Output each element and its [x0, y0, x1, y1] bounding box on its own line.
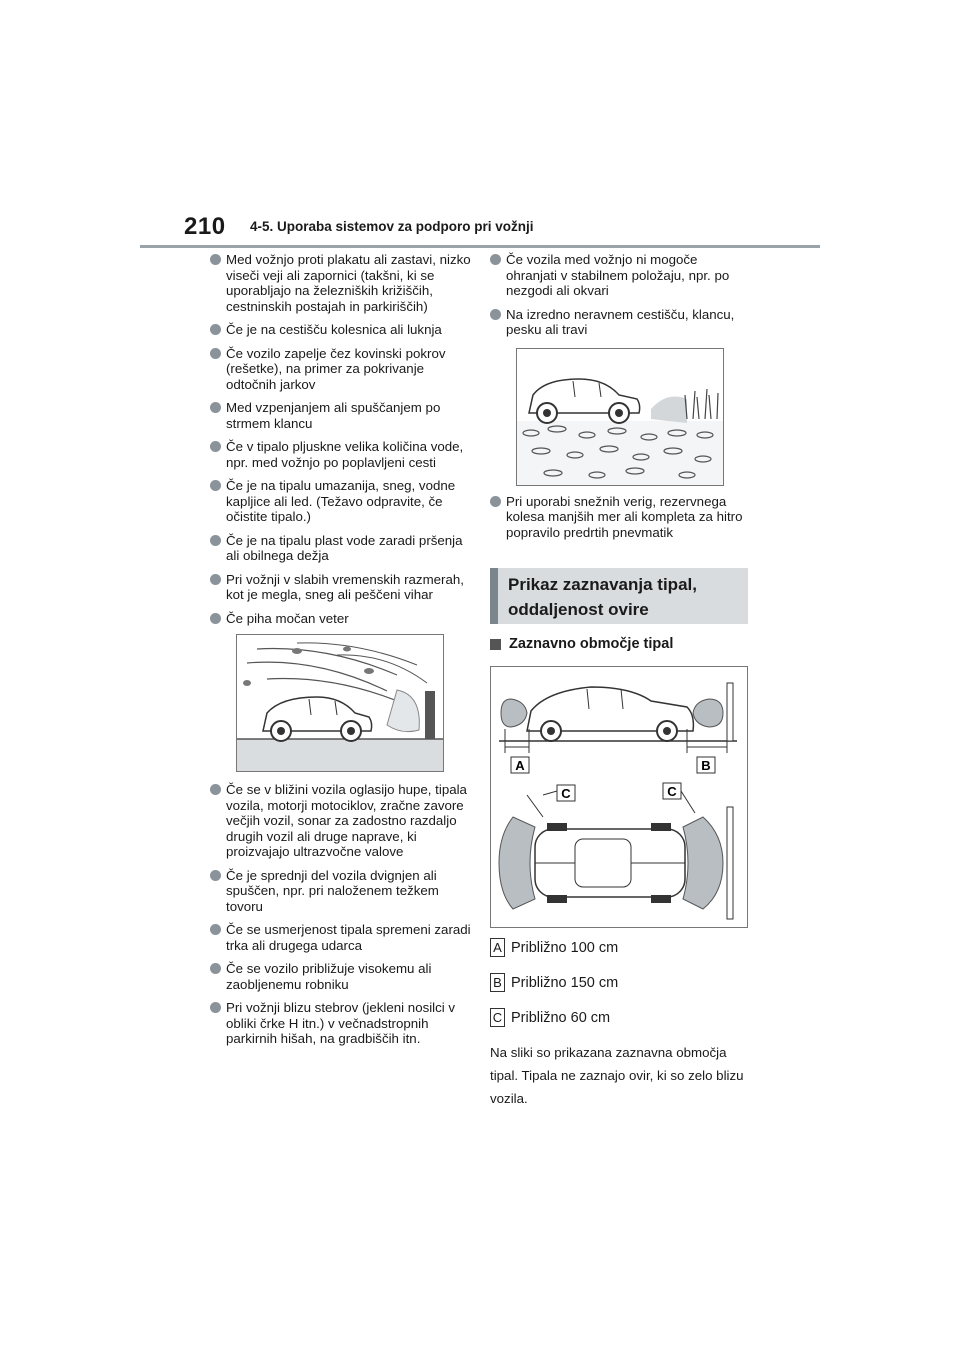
- legend-item-a: [490, 938, 752, 957]
- heading-accent-bar: [490, 568, 498, 624]
- legend-item-b: [490, 973, 752, 992]
- left-column: [210, 252, 474, 1055]
- svg-text:C: C: [561, 786, 571, 801]
- svg-text:B: B: [701, 758, 711, 773]
- sensor-range-diagram: [490, 666, 748, 928]
- list-item: Pri uporabi snežnih verig, rezervnega kolesa manjših mer ali kompleta za hitro popravilo predrtih pnevmatik: [490, 494, 752, 541]
- bullet-icon: [490, 309, 501, 320]
- bullet-icon: [210, 348, 221, 359]
- list-item: Če se v bližini vozila oglasijo hupe, tipala vozila, motorji motociklov, zračne zavore večjih vozil, sonar za zadostno razdaljo drugih vozil ali druge naprave, ki proizvajajo ultrazvočne valove: [210, 782, 474, 860]
- list-item: Če piha močan veter: [210, 611, 474, 627]
- bullet-icon: [490, 496, 501, 507]
- list-item: Pri vožnji blizu stebrov (jekleni nosilci v obliki črke H itn.) v večnadstropnih parkirnih hišah, na gradbiščih itn.: [210, 1000, 474, 1047]
- bullet-list: [210, 782, 474, 1047]
- list-item: Če v tipalo pljuskne velika količina vode, npr. med vožnjo po poplavljeni cesti: [210, 439, 474, 470]
- legend-text: Približno 150 cm: [511, 974, 619, 991]
- header-rule: [140, 245, 820, 248]
- square-bullet-icon: [490, 639, 501, 650]
- right-column: [490, 252, 752, 1110]
- bullet-icon: [210, 574, 221, 585]
- legend-key: B: [490, 973, 505, 992]
- bullet-list: [210, 252, 474, 626]
- section-title: 4-5. Uporaba sistemov za podporo pri vožnji: [250, 219, 534, 234]
- rough-terrain-illustration: [516, 348, 724, 486]
- bullet-icon: [210, 402, 221, 413]
- list-item: Na izredno neravnem cestišču, klancu, pesku ali travi: [490, 307, 752, 338]
- bullet-icon: [210, 613, 221, 624]
- bullet-icon: [210, 963, 221, 974]
- list-item: Če se vozilo približuje visokemu ali zaobljenemu robniku: [210, 961, 474, 992]
- bullet-icon: [210, 1002, 221, 1013]
- list-item: Če je na cestišču kolesnica ali luknja: [210, 322, 474, 338]
- list-item: Med vzpenjanjem ali spuščanjem po strmem klancu: [210, 400, 474, 431]
- svg-text:C: C: [667, 784, 677, 799]
- list-item: Če je sprednji del vozila dvignjen ali spuščen, npr. pri naloženem težkem tovoru: [210, 868, 474, 915]
- subheading: Zaznavno območje tipal: [490, 636, 752, 652]
- section-heading-text: Prikaz zaznavanja tipal, oddaljenost ovire: [508, 575, 697, 619]
- list-item: Med vožnjo proti plakatu ali zastavi, nizko viseči veji ali zapornici (takšni, ki se uporabljajo na železniških križiščih, cestninskih postajah in parkiriščih): [210, 252, 474, 314]
- section-heading: [490, 568, 748, 624]
- list-item: Če je na tipalu umazanija, sneg, vodne kapljice ali led. (Težavo odpravite, če očistite tipalo.): [210, 478, 474, 525]
- bullet-icon: [210, 441, 221, 452]
- svg-text:A: A: [515, 758, 525, 773]
- list-item: Če vozilo zapelje čez kovinski pokrov (rešetke), na primer za pokrivanje odtočnih jarkov: [210, 346, 474, 393]
- list-item: Pri vožnji v slabih vremenskih razmerah, kot je megla, sneg ali peščeni vihar: [210, 572, 474, 603]
- legend-key: C: [490, 1008, 505, 1027]
- list-item: Če je na tipalu plast vode zaradi pršenja ali obilnega dežja: [210, 533, 474, 564]
- strong-wind-illustration: [236, 634, 444, 772]
- bullet-icon: [210, 324, 221, 335]
- bullet-icon: [210, 480, 221, 491]
- legend-item-c: [490, 1008, 752, 1027]
- bullet-list: [490, 252, 752, 338]
- figure-note: Na sliki so prikazana zaznavna območja tipal. Tipala ne zaznajo ovir, ki so zelo blizu vozila.: [490, 1045, 744, 1106]
- bullet-icon: [210, 535, 221, 546]
- list-item: Če vozila med vožnjo ni mogoče ohranjati v stabilnem položaju, npr. po nezgodi ali okvari: [490, 252, 752, 299]
- legend-key: A: [490, 938, 505, 957]
- bullet-icon: [210, 784, 221, 795]
- bullet-icon: [490, 254, 501, 265]
- list-item: Če se usmerjenost tipala spremeni zaradi trka ali drugega udarca: [210, 922, 474, 953]
- legend-text: Približno 100 cm: [511, 939, 619, 956]
- bullet-list: [490, 494, 752, 541]
- bullet-icon: [210, 254, 221, 265]
- bullet-icon: [210, 870, 221, 881]
- bullet-icon: [210, 924, 221, 935]
- page-number: 210: [184, 213, 226, 240]
- legend-text: Približno 60 cm: [511, 1009, 611, 1026]
